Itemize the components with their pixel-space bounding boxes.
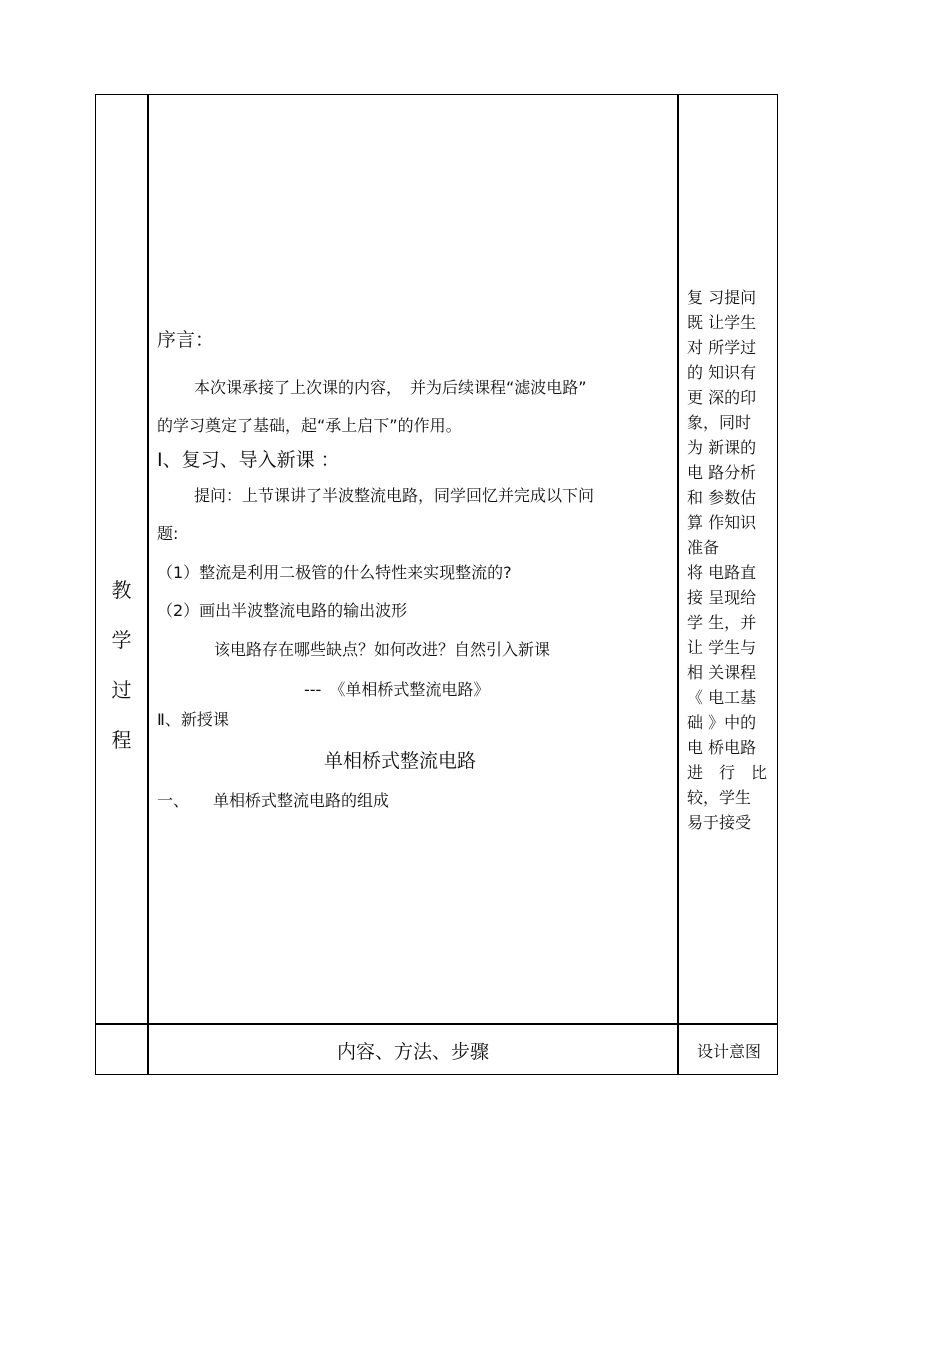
note-line: 象，同时 bbox=[687, 413, 752, 432]
subsection-title: 一、 单相桥式整流电路的组成 bbox=[157, 791, 390, 810]
lesson-table bbox=[95, 94, 778, 1075]
note-line: 既 让学生 bbox=[687, 313, 757, 332]
note-line: 复 习提问 bbox=[687, 288, 757, 307]
design-column-header: 设计意图 bbox=[696, 1041, 761, 1061]
note-line: 让 学生与 bbox=[687, 638, 757, 657]
preface-title: 序言： bbox=[157, 329, 215, 351]
side-label-char: 程 bbox=[111, 728, 132, 752]
question-item: （2）画出半波整流电路的输出波形 bbox=[157, 601, 408, 620]
note-line: 接 呈现给 bbox=[687, 588, 757, 607]
design-notes bbox=[687, 285, 771, 835]
note-line: 础 》中的 bbox=[687, 713, 757, 732]
main-content bbox=[149, 95, 677, 1023]
side-label-char: 学 bbox=[111, 628, 132, 652]
note-line: 对 所学过 bbox=[687, 338, 757, 357]
section-title: Ⅱ、新授课 bbox=[157, 710, 229, 729]
question-item: （1）整流是利用二极管的什么特性来实现整流的? bbox=[157, 563, 512, 582]
lead-in-text: 该电路存在哪些缺点？如何改进？自然引入新课 bbox=[214, 640, 551, 659]
note-line: 电 桥电路 bbox=[687, 738, 757, 757]
note-line: 易于接受 bbox=[687, 813, 752, 832]
side-label bbox=[96, 565, 147, 765]
note-line: 《 电工基 bbox=[687, 688, 757, 707]
preface-line: 本次课承接了上次课的内容， 并为后续课程“滤波电路” bbox=[194, 378, 587, 397]
note-line: 较，学生 bbox=[687, 788, 752, 807]
note-line: 进 行 比 bbox=[687, 763, 768, 782]
note-line: 和 参数估 bbox=[687, 488, 757, 507]
note-line: 将 电路直 bbox=[687, 563, 757, 582]
column-divider bbox=[677, 95, 679, 1074]
note-line: 准备 bbox=[687, 538, 720, 557]
preface-line: 的学习奠定了基础，起“承上启下”的作用。 bbox=[157, 416, 462, 435]
note-line: 的 知识有 bbox=[687, 363, 757, 382]
content-column-header: 内容、方法、步骤 bbox=[336, 1040, 489, 1063]
side-label-char: 教 bbox=[111, 578, 132, 602]
lead-topic: --- 《单相桥式整流电路》 bbox=[304, 680, 490, 699]
note-line: 学 生，并 bbox=[687, 613, 757, 632]
note-line: 为 新课的 bbox=[687, 438, 757, 457]
section-title: Ⅰ、复习、导入新课 ： bbox=[157, 449, 340, 471]
question-line: 提问：上节课讲了半波整流电路，同学回忆并完成以下问 bbox=[194, 486, 595, 505]
question-line: 题: bbox=[157, 524, 179, 543]
note-line: 电 路分析 bbox=[687, 463, 757, 482]
note-line: 更 深的印 bbox=[687, 388, 757, 407]
note-line: 相 关课程 bbox=[687, 663, 757, 682]
lesson-title: 单相桥式整流电路 bbox=[324, 750, 477, 772]
note-line: 算 作知识 bbox=[687, 513, 757, 532]
side-label-char: 过 bbox=[111, 678, 132, 702]
